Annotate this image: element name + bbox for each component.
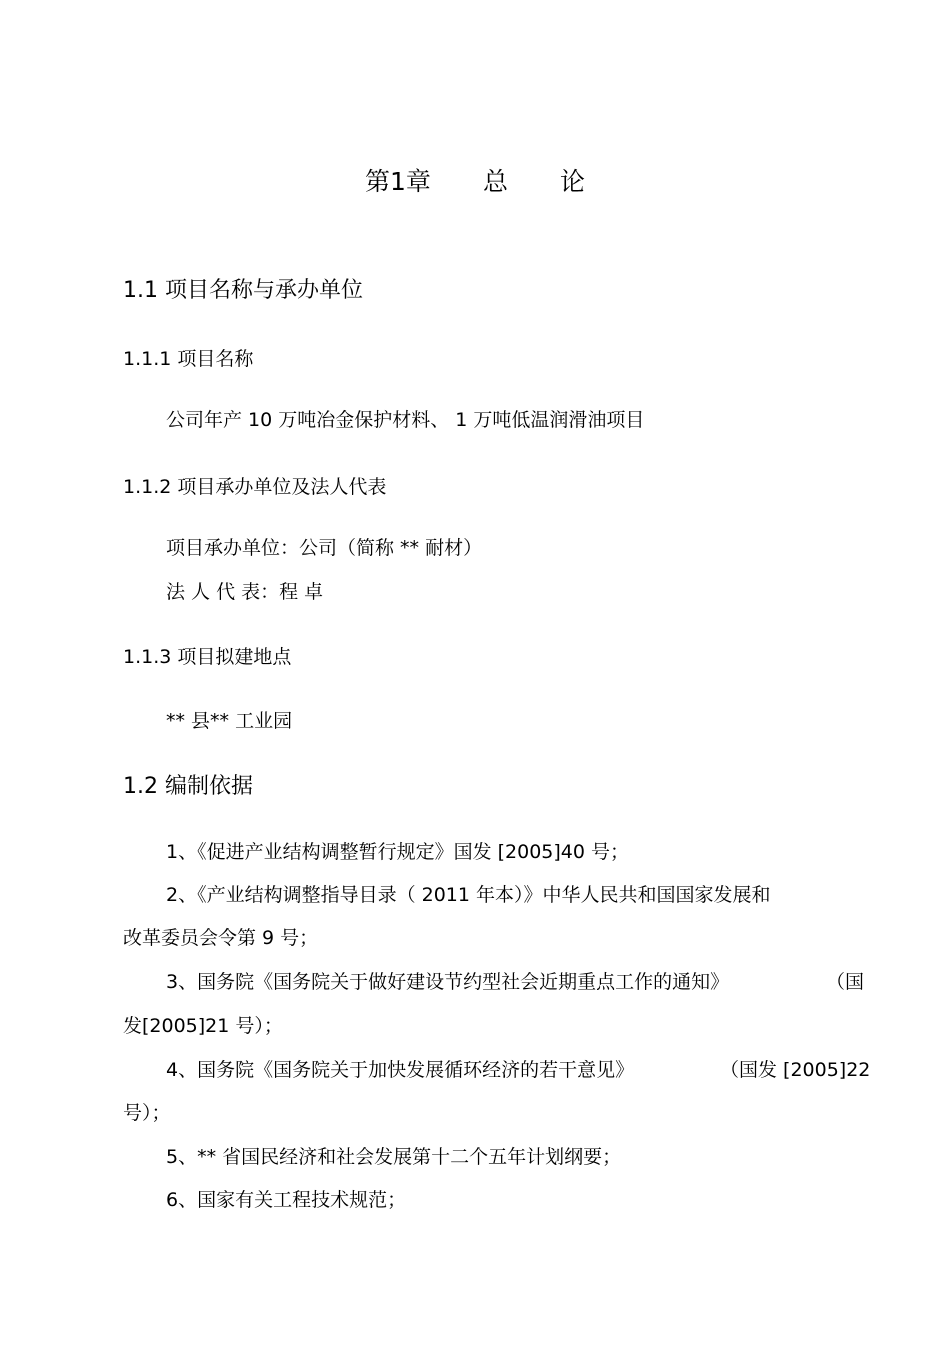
- section-1-1-1-heading: 1.1.1 项目名称: [123, 348, 254, 370]
- project-name-text: 公司年产 10 万吨冶金保护材料、 1 万吨低温润滑油项目: [166, 409, 645, 431]
- basis-item-3-line-1: 3、国务院《国务院关于做好建设节约型社会近期重点工作的通知》: [166, 971, 730, 993]
- section-1-1-3-heading: 1.1.3 项目拟建地点: [123, 646, 292, 668]
- chapter-title-char-2: 论: [559, 167, 585, 196]
- section-1-2-heading: 1.2 编制依据: [123, 774, 253, 799]
- basis-item-1: 1、《促进产业结构调整暂行规定》国发 [2005]40 号；: [166, 841, 630, 863]
- basis-item-4-line-2: 号）；: [123, 1102, 171, 1124]
- project-location-text: ** 县** 工业园: [166, 710, 293, 732]
- chapter-title: [0, 169, 950, 194]
- basis-item-5: 5、** 省国民经济和社会发展第十二个五年计划纲要；: [166, 1146, 622, 1168]
- basis-item-4-line-1-tail: （国发 [2005]22: [720, 1059, 871, 1081]
- chapter-number: 第1章: [365, 167, 431, 196]
- basis-item-2-line-2: 改革委员会令第 9 号；: [123, 927, 319, 949]
- basis-item-2-line-1: 2、《产业结构调整指导目录（ 2011 年本）》中华人民共和国国家发展和: [166, 884, 771, 906]
- basis-item-3-line-1-tail: （国: [826, 971, 865, 993]
- project-unit-line: 项目承办单位：公司（简称 ** 耐材）: [166, 537, 483, 559]
- chapter-title-char-1: 总: [482, 167, 508, 196]
- basis-item-4-line-1: 4、国务院《国务院关于加快发展循环经济的若干意见》: [166, 1059, 635, 1081]
- section-1-1-heading: 1.1 项目名称与承办单位: [123, 278, 363, 303]
- legal-representative-line: 法 人 代 表：程 卓: [166, 581, 324, 603]
- basis-item-6: 6、国家有关工程技术规范；: [166, 1189, 407, 1211]
- basis-item-3-line-2: 发[2005]21 号）；: [123, 1015, 283, 1037]
- section-1-1-2-heading: 1.1.2 项目承办单位及法人代表: [123, 476, 387, 498]
